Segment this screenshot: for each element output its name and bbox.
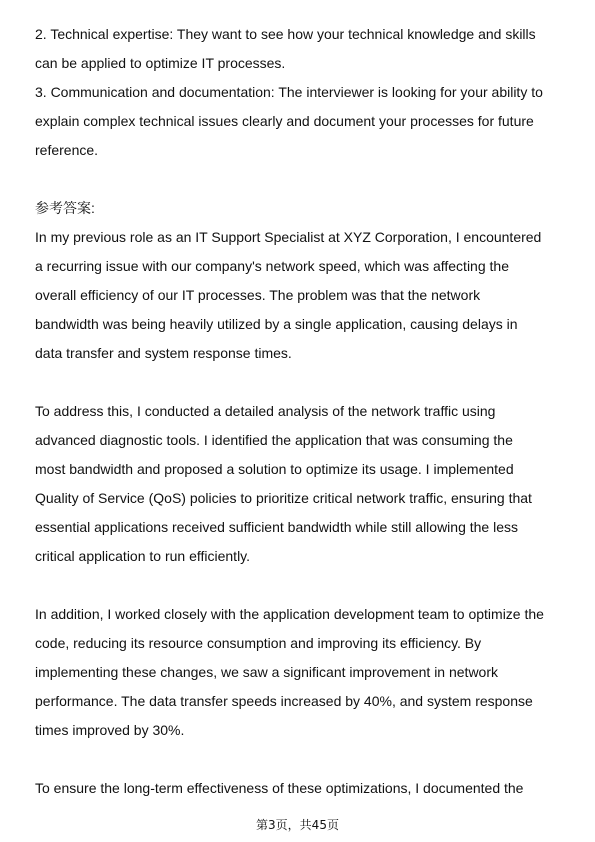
text-line: explain complex technical issues clearly and document your processes for future: [35, 113, 534, 129]
text-line: can be applied to optimize IT processes.: [35, 55, 286, 71]
text-line: data transfer and system response times.: [35, 345, 292, 361]
paragraph-spacer: [35, 571, 565, 600]
text-line: performance. The data transfer speeds increased by 40%, and system response: [35, 693, 533, 709]
text-line: most bandwidth and proposed a solution to optimize its usage. I implemented: [35, 461, 514, 477]
paragraph-4: [35, 774, 565, 803]
paragraph-1: [35, 223, 565, 368]
text-line: To address this, I conducted a detailed analysis of the network traffic using: [35, 403, 496, 419]
intro-list: [35, 20, 565, 165]
text-line: In my previous role as an IT Support Specialist at XYZ Corporation, I encountered: [35, 229, 542, 245]
paragraph-spacer: [35, 165, 565, 194]
text-line: times improved by 30%.: [35, 722, 185, 738]
text-line: advanced diagnostic tools. I identified the application that was consuming the: [35, 432, 513, 448]
text-line: essential applications received sufficient bandwidth while still allowing the less: [35, 519, 519, 535]
text-line: overall efficiency of our IT processes. The problem was that the network: [35, 287, 481, 303]
answer-heading: 参考答案:: [35, 200, 95, 216]
paragraph-spacer: [35, 745, 565, 774]
text-line: critical application to run efficiently.: [35, 548, 251, 564]
paragraph-3: [35, 600, 565, 745]
text-line: reference.: [35, 142, 99, 158]
text-line: code, reducing its resource consumption and improving its efficiency. By: [35, 635, 482, 651]
text-line: 2. Technical expertise: They want to see how your technical knowledge and skills: [35, 26, 536, 42]
text-line: To ensure the long-term effectiveness of these optimizations, I documented the: [35, 780, 524, 796]
text-line: In addition, I worked closely with the application development team to optimize the: [35, 606, 544, 622]
document-body: [35, 20, 565, 803]
text-line: implementing these changes, we saw a significant improvement in network: [35, 664, 499, 680]
paragraph-spacer: [35, 368, 565, 397]
text-line: 3. Communication and documentation: The interviewer is looking for your ability to: [35, 84, 543, 100]
paragraph-2: [35, 397, 565, 571]
text-line: Quality of Service (QoS) policies to prioritize critical network traffic, ensuring that: [35, 490, 532, 506]
page-number-footer: 第3页，共45页: [256, 818, 339, 832]
text-line: a recurring issue with our company's network speed, which was affecting the: [35, 258, 509, 274]
text-line: bandwidth was being heavily utilized by a single application, causing delays in: [35, 316, 518, 332]
